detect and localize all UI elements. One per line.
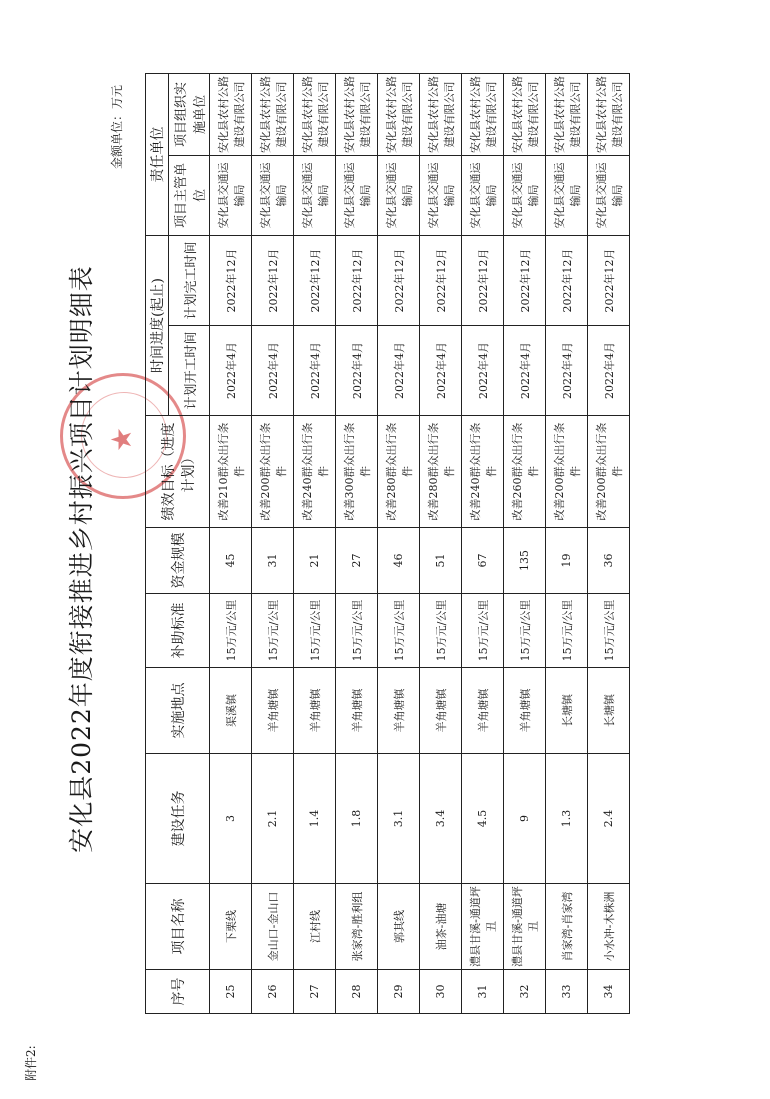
header-schedule: 时间进度(起止) xyxy=(146,236,169,416)
table-row xyxy=(504,74,546,1014)
cell-task: 4.5 xyxy=(462,754,504,884)
cell-name: 肖家湾-肖家湾 xyxy=(546,884,588,970)
cell-end: 2022年12月 xyxy=(588,236,630,326)
star-icon: ★ xyxy=(105,426,138,452)
cell-fund: 19 xyxy=(546,528,588,594)
cell-dept: 安化县交通运输局 xyxy=(504,156,546,236)
cell-fund: 36 xyxy=(588,528,630,594)
cell-task: 1.3 xyxy=(546,754,588,884)
cell-name: 江村线 xyxy=(294,884,336,970)
cell-location: 羊角塘镇 xyxy=(252,668,294,754)
cell-end: 2022年12月 xyxy=(504,236,546,326)
header-location: 实施地点 xyxy=(146,668,210,754)
header-fund: 资金规模 xyxy=(146,528,210,594)
cell-seq: 34 xyxy=(588,970,630,1014)
cell-seq: 27 xyxy=(294,970,336,1014)
cell-end: 2022年12月 xyxy=(420,236,462,326)
cell-goal: 改善300群众出行条件 xyxy=(336,416,378,528)
cell-org: 安化县农村公路建设有限公司 xyxy=(378,74,420,156)
cell-org: 安化县农村公路建设有限公司 xyxy=(504,74,546,156)
cell-org: 安化县农村公路建设有限公司 xyxy=(336,74,378,156)
cell-subsidy: 15万元/公里 xyxy=(420,594,462,668)
cell-name: 小水冲-木株洲 xyxy=(588,884,630,970)
cell-start: 2022年4月 xyxy=(504,326,546,416)
cell-org: 安化县农村公路建设有限公司 xyxy=(546,74,588,156)
cell-location: 长塘镇 xyxy=(588,668,630,754)
cell-subsidy: 15万元/公里 xyxy=(378,594,420,668)
cell-goal: 改善200群众出行条件 xyxy=(588,416,630,528)
header-name: 项目名称 xyxy=(146,884,210,970)
table-row xyxy=(420,74,462,1014)
cell-goal: 改善210群众出行条件 xyxy=(210,416,252,528)
cell-end: 2022年12月 xyxy=(294,236,336,326)
cell-end: 2022年12月 xyxy=(210,236,252,326)
cell-name: 张家湾-胜利组 xyxy=(336,884,378,970)
cell-fund: 31 xyxy=(252,528,294,594)
cell-task: 2.1 xyxy=(252,754,294,884)
cell-org: 安化县农村公路建设有限公司 xyxy=(252,74,294,156)
cell-end: 2022年12月 xyxy=(252,236,294,326)
cell-location: 羊角塘镇 xyxy=(504,668,546,754)
cell-org: 安化县农村公路建设有限公司 xyxy=(588,74,630,156)
cell-fund: 46 xyxy=(378,528,420,594)
cell-seq: 31 xyxy=(462,970,504,1014)
cell-task: 9 xyxy=(504,754,546,884)
attachment-label: 附件2: xyxy=(24,1045,38,1081)
cell-subsidy: 15万元/公里 xyxy=(588,594,630,668)
cell-location: 长塘镇 xyxy=(546,668,588,754)
cell-goal: 改善200群众出行条件 xyxy=(252,416,294,528)
cell-subsidy: 15万元/公里 xyxy=(336,594,378,668)
cell-org: 安化县农村公路建设有限公司 xyxy=(462,74,504,156)
cell-seq: 25 xyxy=(210,970,252,1014)
cell-dept: 安化县交通运输局 xyxy=(294,156,336,236)
header-seq: 序号 xyxy=(146,970,210,1014)
cell-dept: 安化县交通运输局 xyxy=(210,156,252,236)
cell-fund: 21 xyxy=(294,528,336,594)
cell-org: 安化县农村公路建设有限公司 xyxy=(420,74,462,156)
cell-subsidy: 15万元/公里 xyxy=(462,594,504,668)
header-start: 计划开工时间 xyxy=(169,326,210,416)
project-table xyxy=(145,73,630,1014)
cell-location: 羊角塘镇 xyxy=(336,668,378,754)
cell-subsidy: 15万元/公里 xyxy=(546,594,588,668)
cell-dept: 安化县交通运输局 xyxy=(378,156,420,236)
table-row xyxy=(378,74,420,1014)
cell-start: 2022年4月 xyxy=(294,326,336,416)
cell-end: 2022年12月 xyxy=(378,236,420,326)
table-row xyxy=(546,74,588,1014)
cell-org: 安化县农村公路建设有限公司 xyxy=(294,74,336,156)
cell-task: 3.4 xyxy=(420,754,462,884)
page-title: 安化县2022年度衔接推进乡村振兴项目计划明细表 xyxy=(67,265,96,853)
cell-task: 2.4 xyxy=(588,754,630,884)
cell-seq: 26 xyxy=(252,970,294,1014)
cell-dept: 安化县交通运输局 xyxy=(420,156,462,236)
cell-seq: 28 xyxy=(336,970,378,1014)
header-responsible: 责任单位 xyxy=(146,74,169,236)
cell-start: 2022年4月 xyxy=(252,326,294,416)
cell-goal: 改善200群众出行条件 xyxy=(546,416,588,528)
cell-start: 2022年4月 xyxy=(546,326,588,416)
cell-seq: 30 xyxy=(420,970,462,1014)
cell-seq: 29 xyxy=(378,970,420,1014)
table-row xyxy=(588,74,630,1014)
table-row xyxy=(210,74,252,1014)
cell-subsidy: 15万元/公里 xyxy=(252,594,294,668)
cell-task: 1.8 xyxy=(336,754,378,884)
cell-start: 2022年4月 xyxy=(462,326,504,416)
cell-task: 1.4 xyxy=(294,754,336,884)
header-end: 计划完工时间 xyxy=(169,236,210,326)
cell-subsidy: 15万元/公里 xyxy=(504,594,546,668)
cell-name: 澧县甘溪-通道坪丑 xyxy=(504,884,546,970)
cell-fund: 51 xyxy=(420,528,462,594)
table-body xyxy=(210,74,630,1014)
table-row xyxy=(252,74,294,1014)
cell-location: 羊角塘镇 xyxy=(420,668,462,754)
header-dept: 项目主管单位 xyxy=(169,156,210,236)
cell-goal: 改善280群众出行条件 xyxy=(420,416,462,528)
cell-dept: 安化县交通运输局 xyxy=(462,156,504,236)
cell-start: 2022年4月 xyxy=(588,326,630,416)
cell-seq: 32 xyxy=(504,970,546,1014)
cell-fund: 27 xyxy=(336,528,378,594)
header-row-1 xyxy=(146,74,169,1014)
cell-subsidy: 15万元/公里 xyxy=(210,594,252,668)
header-task: 建设任务 xyxy=(146,754,210,884)
cell-task: 3 xyxy=(210,754,252,884)
cell-name: 油茶-油塘 xyxy=(420,884,462,970)
cell-dept: 安化县交通运输局 xyxy=(252,156,294,236)
cell-fund: 135 xyxy=(504,528,546,594)
cell-location: 渠溪镇 xyxy=(210,668,252,754)
cell-location: 羊角塘镇 xyxy=(462,668,504,754)
cell-dept: 安化县交通运输局 xyxy=(588,156,630,236)
cell-goal: 改善240群众出行条件 xyxy=(294,416,336,528)
cell-dept: 安化县交通运输局 xyxy=(336,156,378,236)
cell-name: 下栗线 xyxy=(210,884,252,970)
cell-end: 2022年12月 xyxy=(462,236,504,326)
cell-task: 3.1 xyxy=(378,754,420,884)
header-org: 项目组织实施单位 xyxy=(169,74,210,156)
cell-location: 羊角塘镇 xyxy=(378,668,420,754)
cell-start: 2022年4月 xyxy=(336,326,378,416)
table-row xyxy=(462,74,504,1014)
cell-fund: 67 xyxy=(462,528,504,594)
cell-location: 羊角塘镇 xyxy=(294,668,336,754)
cell-org: 安化县农村公路建设有限公司 xyxy=(210,74,252,156)
cell-end: 2022年12月 xyxy=(336,236,378,326)
cell-goal: 改善280群众出行条件 xyxy=(378,416,420,528)
unit-note: 金额单位：万元 xyxy=(110,84,124,169)
table-row xyxy=(336,74,378,1014)
cell-name: 郭其线 xyxy=(378,884,420,970)
cell-goal: 改善240群众出行条件 xyxy=(462,416,504,528)
cell-name: 澧县甘溪-通道坪丑 xyxy=(462,884,504,970)
table-row xyxy=(294,74,336,1014)
cell-goal: 改善260群众出行条件 xyxy=(504,416,546,528)
cell-subsidy: 15万元/公里 xyxy=(294,594,336,668)
header-subsidy: 补助标准 xyxy=(146,594,210,668)
cell-start: 2022年4月 xyxy=(420,326,462,416)
cell-name: 金山口-金山口 xyxy=(252,884,294,970)
cell-fund: 45 xyxy=(210,528,252,594)
cell-end: 2022年12月 xyxy=(546,236,588,326)
cell-start: 2022年4月 xyxy=(378,326,420,416)
cell-seq: 33 xyxy=(546,970,588,1014)
cell-dept: 安化县交通运输局 xyxy=(546,156,588,236)
header-goal: 绩效目标（进度计划） xyxy=(146,416,210,528)
cell-start: 2022年4月 xyxy=(210,326,252,416)
